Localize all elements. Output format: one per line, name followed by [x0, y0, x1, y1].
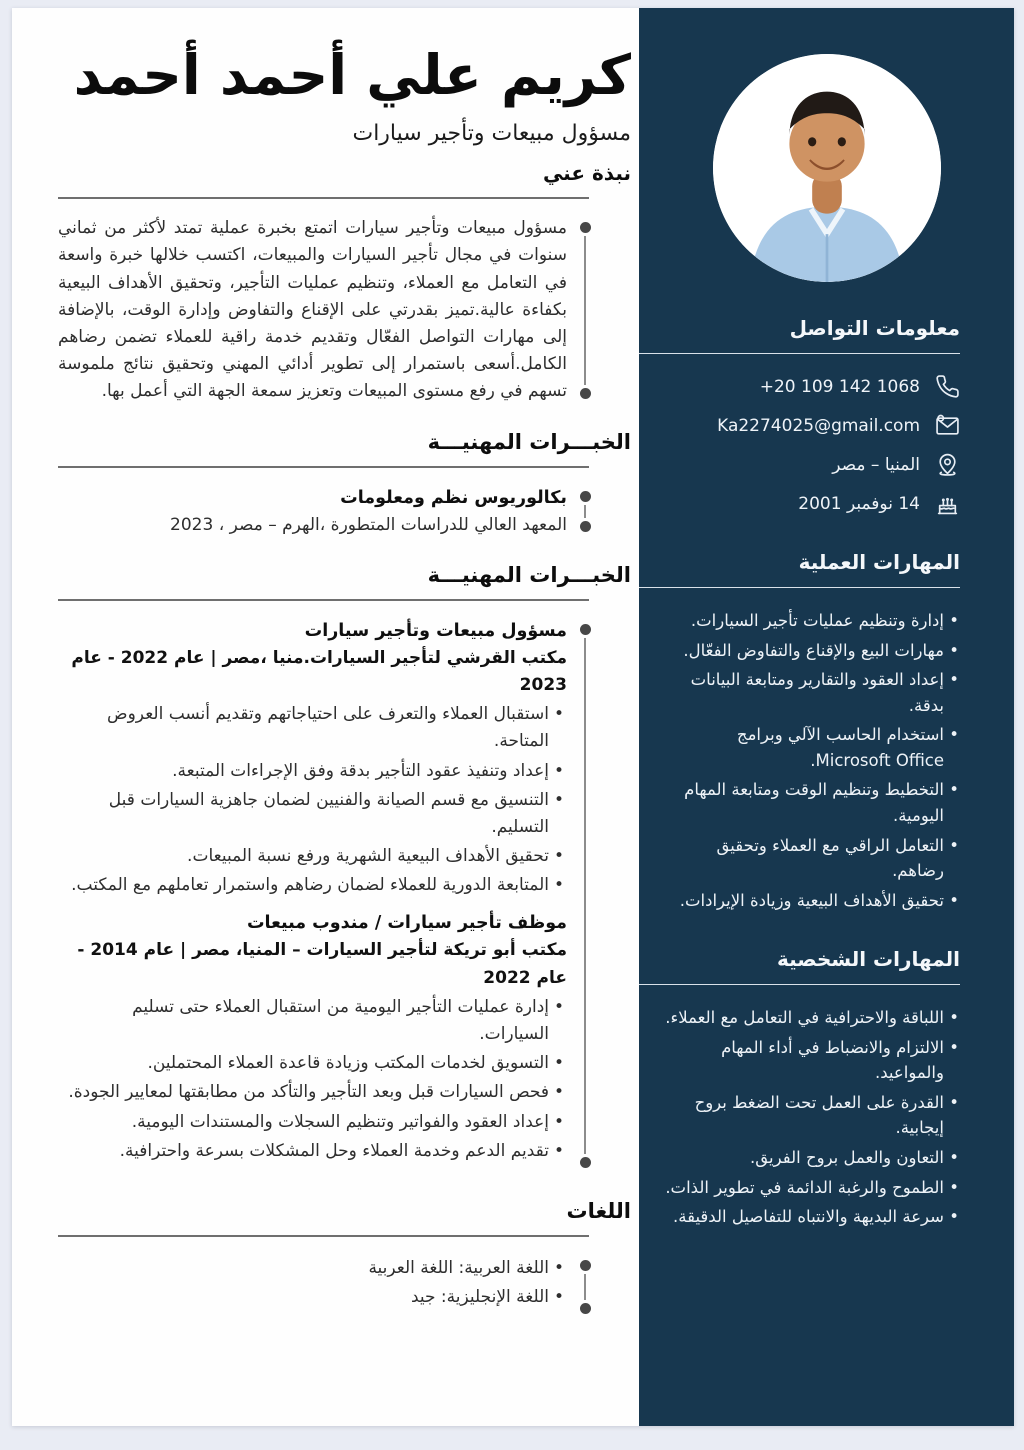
skill-item: • التعاون والعمل بروح الفريق.: [665, 1145, 944, 1171]
skill-item: • تحقيق الأهداف البيعية وزيادة الإيرادات.: [665, 888, 944, 914]
skill-item: • اللباقة والاحترافية في التعامل مع العملاء.: [665, 1005, 944, 1031]
contact-heading: معلومات التواصل: [789, 316, 960, 340]
cv-sheet: [12, 8, 1014, 1426]
about-heading: نبذة عني: [542, 161, 631, 186]
timeline-dot: [580, 1157, 591, 1168]
experience-section-heading: الخبـــرات المهنيـــة: [427, 562, 631, 587]
location-pin-icon: [935, 452, 960, 477]
skill-item: • إعداد العقود والتقارير ومتابعة البيانات بدقة.: [665, 667, 944, 718]
skill-item: • مهارات البيع والإقناع والتفاوض الفعّال.: [665, 638, 944, 664]
personal-skills-heading: المهارات الشخصية: [776, 947, 960, 972]
language-item: • اللغة الإنجليزية: جيد: [58, 1284, 549, 1311]
job-bullet: • فحص السيارات قبل وبعد التأجير والتأكد من مطابقتها لمعايير الجودة.: [58, 1079, 549, 1106]
experience-entry: [58, 617, 591, 1175]
practical-skills-list: [665, 608, 960, 913]
skill-item: • استخدام الحاسب الآلي وبرامج Microsoft Office.: [665, 722, 944, 773]
timeline-line: [584, 1274, 586, 1300]
job-bullet: • إعداد وتنفيذ عقود التأجير بدقة وفق الإجراءات المتبعة.: [58, 758, 549, 785]
about-divider: [58, 197, 589, 199]
education-section-heading: الخبـــرات المهنيـــة: [427, 429, 631, 454]
about-text: مسؤول مبيعات وتأجير سيارات اتمتع بخبرة عملية تمتد لأكثر من ثماني سنوات في مجال تأجير السيارات والمبيعات، اكتسب خلالها خبرة واسعة في التعامل مع العملاء، وتنظيم عمليات التأجير، وتحقيق الأهداف البيعية بكفاءة عالية.تميز بقدرتي على الإقناع والتفاوض وإدارة الوقت، بالإضافة إلى مهارات التواصل الفعّال وتقديم خدمة راقية للعملاء تضمن رضاهم الكامل.أسعى باستمرار إلى تطوير أدائي المهني وتحقيق نتائج ملموسة تسهم في رفع مستوى المبيعات وتعزيز سمعة الجهة التي أعمل بها.: [58, 218, 567, 402]
skill-item: • التعامل الراقي مع العملاء وتحقيق رضاهم.: [665, 833, 944, 884]
birthday-cake-icon: [935, 491, 960, 516]
timeline-marker: [579, 484, 591, 539]
experience-divider: [58, 599, 589, 601]
contact-email-row: [665, 413, 960, 438]
education-divider: [58, 466, 589, 468]
job-bullet: • إدارة عمليات التأجير اليومية من استقبال العملاء حتى تسليم السيارات.: [58, 994, 549, 1048]
job-bullet: • تحقيق الأهداف البيعية الشهرية ورفع نسبة المبيعات.: [58, 843, 549, 870]
skill-item: • سرعة البديهة والانتباه للتفاصيل الدقيقة.: [665, 1204, 944, 1230]
job-company-1: مكتب القرشي لتأجير السيارات.منيا ،مصر | عام 2022 - عام 2023: [71, 647, 567, 695]
timeline-marker: [579, 1253, 591, 1321]
person-name: كريم علي أحمد أحمد: [73, 43, 631, 107]
main-column: [12, 8, 639, 1426]
timeline-line: [584, 505, 586, 518]
job-bullets-2: [58, 994, 567, 1165]
job-bullet: • تقديم الدعم وخدمة العملاء وحل المشكلات بسرعة واحترافية.: [58, 1138, 549, 1165]
phone-value: +20 109 142 1068: [759, 376, 920, 397]
job-title-1: مسؤول مبيعات وتأجير سيارات: [304, 620, 567, 641]
timeline-dot: [580, 491, 591, 502]
timeline-dot: [580, 1260, 591, 1271]
skill-item: • الالتزام والانضباط في أداء المهام والمواعيد.: [665, 1035, 944, 1086]
contact-location-row: [665, 452, 960, 477]
personal-skills-section: [639, 947, 1014, 1230]
languages-entry: [58, 1253, 591, 1321]
job-bullet: • التنسيق مع قسم الصيانة والفنيين لضمان جاهزية السيارات قبل التسليم.: [58, 787, 549, 841]
cv-page: [0, 8, 1024, 1450]
contact-phone-row: [665, 374, 960, 399]
skill-item: • إدارة وتنظيم عمليات تأجير السيارات.: [665, 608, 944, 634]
school-line: المعهد العالي للدراسات المتطورة ،الهرم – مصر ، 2023: [170, 514, 567, 535]
timeline-dot: [580, 521, 591, 532]
timeline-line: [584, 638, 586, 1154]
languages-list: [58, 1255, 567, 1311]
job-bullet: • المتابعة الدورية للعملاء لضمان رضاهم واستمرار تعاملهم مع المكتب.: [58, 872, 549, 899]
practical-skills-divider: [639, 587, 960, 588]
contact-birthdate-row: [665, 491, 960, 516]
sidebar: [639, 8, 1014, 1426]
skill-item: • القدرة على العمل تحت الضغط بروح إيجابية.: [665, 1090, 944, 1141]
degree-title: بكالوريوس نظم ومعلومات: [340, 487, 567, 508]
skill-item: • الطموح والرغبة الدائمة في تطوير الذات.: [665, 1175, 944, 1201]
avatar: [713, 54, 941, 282]
job-bullets-1: [58, 701, 567, 899]
language-item: • اللغة العربية: اللغة العربية: [58, 1255, 549, 1282]
timeline-dot: [580, 624, 591, 635]
birthdate-value: 14 نوفمبر 2001: [798, 493, 920, 514]
practical-skills-heading: المهارات العملية: [798, 550, 960, 574]
email-value: Ka2274025@gmail.com: [717, 415, 920, 436]
education-entry: [58, 484, 591, 539]
timeline-dot: [580, 388, 591, 399]
job-bullet: • استقبال العملاء والتعرف على احتياجاتهم وتقديم أنسب العروض المتاحة.: [58, 701, 549, 755]
timeline-marker: [579, 617, 591, 1175]
location-value: المنيا – مصر: [832, 454, 920, 475]
job-bullet: • إعداد العقود والفواتير وتنظيم السجلات والمستندات اليومية.: [58, 1109, 549, 1136]
person-job-title: مسؤول مبيعات وتأجير سيارات: [352, 121, 631, 147]
skill-item: • التخطيط وتنظيم الوقت ومتابعة المهام اليومية.: [665, 777, 944, 828]
job-title-2: موظف تأجير سيارات / مندوب مبيعات: [246, 913, 567, 934]
about-entry: [58, 215, 591, 405]
languages-divider: [58, 1235, 589, 1237]
contact-section: [639, 316, 1014, 516]
job-bullet: • التسويق لخدمات المكتب وزيادة قاعدة العملاء المحتملين.: [58, 1050, 549, 1077]
practical-skills-section: [639, 550, 1014, 913]
contact-divider: [639, 353, 960, 354]
timeline-dot: [580, 222, 591, 233]
personal-skills-divider: [639, 984, 960, 985]
job-company-2: مكتب أبو تريكة لتأجير السيارات – المنيا، مصر | عام 2014 - عام 2022: [77, 940, 567, 988]
timeline-marker: [579, 215, 591, 405]
languages-section-heading: اللغات: [566, 1198, 631, 1223]
email-icon: [935, 413, 960, 438]
phone-icon: [935, 374, 960, 399]
timeline-line: [584, 236, 586, 384]
profile-photo: [713, 54, 941, 282]
timeline-dot: [580, 1303, 591, 1314]
personal-skills-list: [665, 1005, 960, 1230]
